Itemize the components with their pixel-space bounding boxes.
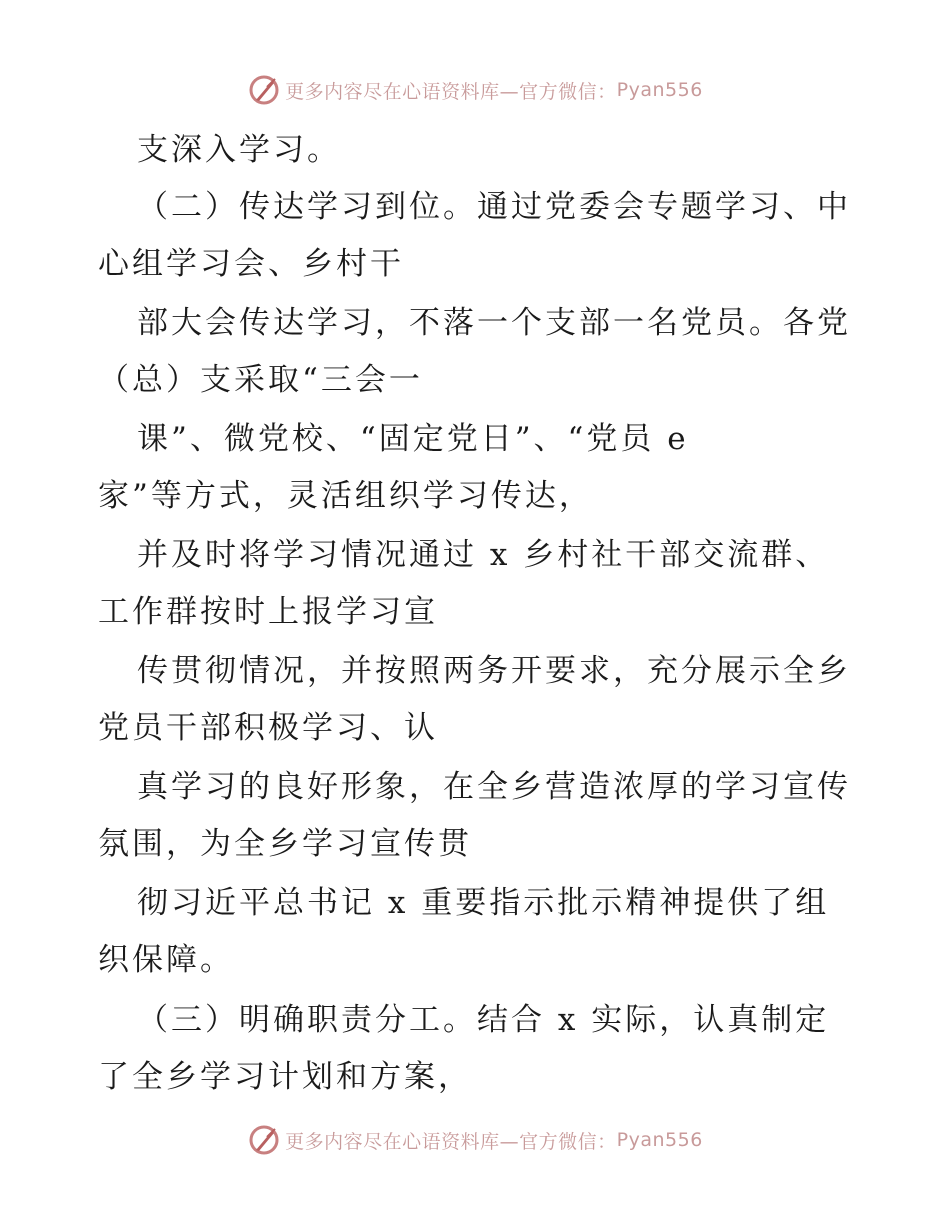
text-line: 传贯彻情况，并按照两务开要求，充分展示全乡 [137, 653, 851, 689]
text-line: 课”、微党校、“固定党日”、“党员 e [137, 421, 689, 457]
text-line: 并及时将学习情况通过 x 乡村社干部交流群、 [137, 537, 830, 573]
text-line: 工作群按时上报学习宣 [98, 594, 438, 630]
watermark-text: 更多内容尽在心语资料库—官方微信： [285, 1130, 617, 1153]
text-line: 真学习的良好形象，在全乡营造浓厚的学习宣传 [137, 769, 851, 805]
watermark-wechat-id: Pyan556 [616, 79, 703, 101]
text-line: 心组学习会、乡村干 [98, 246, 404, 282]
text-line: 氛围，为全乡学习宣传贯 [98, 826, 472, 862]
watermark-header [0, 70, 950, 110]
quill-pen-icon [247, 73, 281, 107]
text-line: 支深入学习。 [137, 132, 341, 168]
text-line: （总）支采取“三会一 [98, 362, 423, 398]
text-line: （二）传达学习到位。通过党委会专题学习、中 [137, 189, 851, 225]
quill-pen-icon [247, 1123, 281, 1157]
text-line: 党员干部积极学习、认 [98, 710, 438, 746]
text-line: 部大会传达学习，不落一个支部一名党员。各党 [137, 305, 851, 341]
watermark-text: 更多内容尽在心语资料库—官方微信： [285, 80, 617, 103]
text-line: （三）明确职责分工。结合 x 实际，认真制定 [137, 1002, 830, 1038]
text-line: 织保障。 [98, 942, 234, 978]
watermark-footer [0, 1120, 950, 1160]
text-line: 家”等方式，灵活组织学习传达， [98, 478, 593, 514]
watermark-wechat-id: Pyan556 [616, 1129, 703, 1151]
text-line: 彻习近平总书记 x 重要指示批示精神提供了组 [137, 885, 830, 921]
text-line: 了全乡学习计划和方案， [98, 1059, 472, 1095]
